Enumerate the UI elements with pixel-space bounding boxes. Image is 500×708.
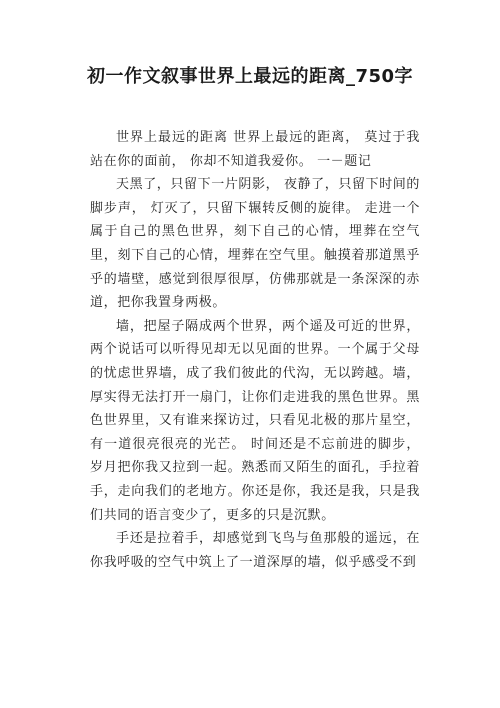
paragraph: 世界上最远的距离 世界上最远的距离， 莫过于我站在你的面前， 你却不知道我爱你。 一－题记 <box>90 130 420 169</box>
document-title: 初一作文叙事世界上最远的距离_750字 <box>86 66 414 87</box>
document-body <box>90 126 420 574</box>
paragraph: 手还是拉着手，却感觉到飞鸟与鱼那般的遥远，在你我呼吸的空气中筑上了一道深厚的墙，似乎感受不到 <box>90 531 420 570</box>
paragraph: 墙，把屋子隔成两个世界，两个遥及可近的世界，两个说话可以听得见却无以见面的世界。一个属于父母的忧虑世界墙，成了我们彼此的代沟，无以跨越。墙，厚实得无法打开一扇门，让你们走进我的黑色世界。黑色世界里，又有谁来探访过，只看见北极的那片星空，有一道很亮很亮的光芒。 时间还是不忘前进的脚步，岁月把你我又拉到一起。熟悉而又陌生的面孔，手拉着手，走向我们的老地方。你还是你，我还是我，只是我们共同的语言变少了，更多的只是沉默。 <box>90 318 420 523</box>
paragraph: 天黑了，只留下一片阴影， 夜静了，只留下时间的脚步声， 灯灭了，只留下辗转反侧的旋律。 走进一个属于自己的黑色世界，刻下自己的心情，埋葬在空气里，刻下自己的心情，埋葬在空气里。触摸着那道黑乎乎的墙壁，感觉到很厚很厚，仿佛那就是一条深深的赤道，把你我置身两极。 <box>90 177 420 311</box>
